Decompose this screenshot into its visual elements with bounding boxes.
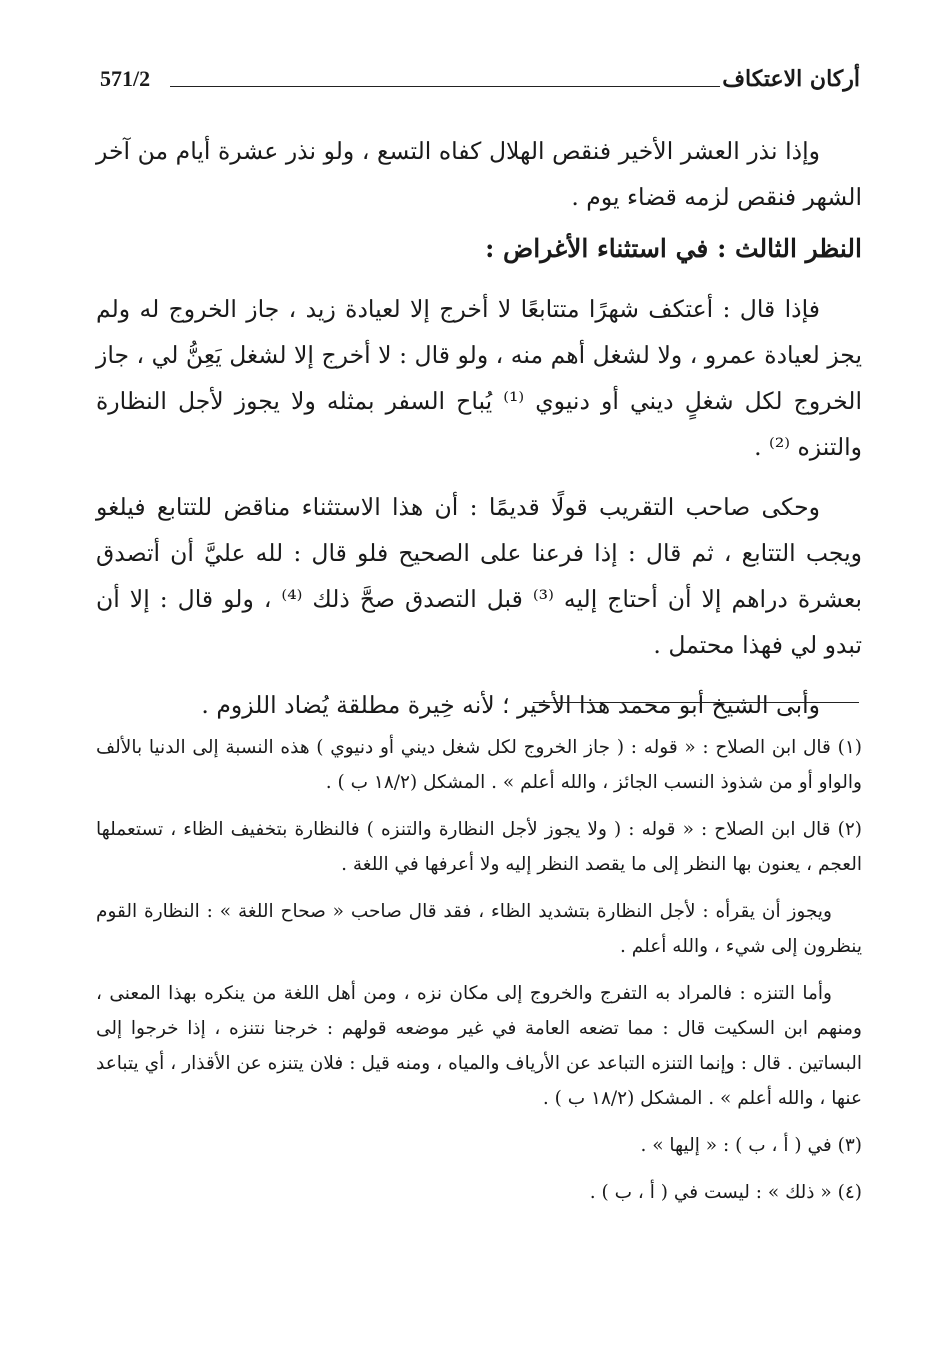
page-header: [100, 62, 860, 102]
paragraph-2: فإذا قال : أعتكف شهرًا متتابعًا لا أخرج إلا لعيادة زيد ، جاز الخروج له ولم يجز لعيادة عمرو ، ولا لشغل أهم منه ، ولو قال : لا أخرج إلا لشغل يَعِنُّ لي ، جاز الخروج لكل شغلٍ ديني أو دنيوي ⁽¹⁾ يُباح السفر بمثله ولا يجوز لأجل النظارة والتنزه ⁽²⁾ .: [96, 295, 862, 461]
footnote-4: (٤) « ذلك » : ليست في ( أ ، ب ) .: [589, 1182, 862, 1203]
paragraph-3: وحكى صاحب التقريب قولًا قديمًا : أن هذا الاستثناء مناقض للتتابع فيلغو ويجب التتابع ، ثم قال : إذا فرعنا على الصحيح فلو قال : لله عليَّ أن أتصدق بعشرة دراهم إلا أن أحتاج إليه ⁽³⁾ قبل التصدق صحَّ ذلك ⁽⁴⁾ ، ولو قال : إلا أن تبدو لي فهذا محتمل .: [96, 493, 862, 659]
section-heading: النظر الثالث : في استثناء الأغراض :: [485, 234, 862, 263]
page-number: 571/2: [100, 66, 151, 91]
paragraph-1: وإذا نذر العشر الأخير فنقص الهلال كفاه التسع ، ولو نذر عشرة أيام من آخر الشهر فنقص لزمه قضاء يوم .: [96, 137, 862, 211]
footnote-3: (٣) في ( أ ، ب ) : « إليها » .: [640, 1135, 862, 1156]
footnote-2: (٢) قال ابن الصلاح : « قوله : ( ولا يجوز لأجل النظارة والتنزه ) فالنظارة بتخفيف الظاء ، تستعملها العجم ، يعنون بها النظر إلى ما يقصد النظر إليه ولا أعرفها في اللغة .: [96, 819, 862, 875]
body-text: [96, 128, 862, 728]
paragraph-4: وأبى الشيخ أبو محمد هذا الأخير ؛ لأنه خِيرة مطلقة يُضاد اللزوم .: [201, 691, 820, 719]
running-title: أركان الاعتكاف: [722, 66, 860, 92]
footnote-separator: [533, 702, 859, 703]
footnotes: [96, 730, 862, 1222]
header-rule: [170, 86, 720, 87]
footnote-1: (١) قال ابن الصلاح : « قوله : ( جاز الخروج لكل شغل ديني أو دنيوي ) هذه النسبة إلى الدنيا بالألف والواو أو من شذوذ النسب الجائز ، والله أعلم » . المشكل (١٨/٢ ب ) .: [96, 737, 862, 793]
footnote-2-continued: ويجوز أن يقرأه : لأجل النظارة بتشديد الظاء ، فقد قال صاحب « صحاح اللغة » : النظارة القوم ينظرون إلى شيء ، والله أعلم .: [96, 901, 862, 957]
footnote-2-continued-2: وأما التنزه : فالمراد به التفرج والخروج إلى مكان نزه ، ومن أهل اللغة من ينكره بهذا المعنى ، ومنهم ابن السكيت قال : مما تضعه العامة في غير موضعه قولهم : خرجنا نتنزه ، إذا خرجوا إلى البساتين . قال : وإنما التنزه التباعد عن الأرياف والمياه ، ومنه قيل : فلان يتنزه عن الأقذار ، أي يتباعد عنها ، والله أعلم » . المشكل (١٨/٢ ب ) .: [96, 983, 862, 1109]
